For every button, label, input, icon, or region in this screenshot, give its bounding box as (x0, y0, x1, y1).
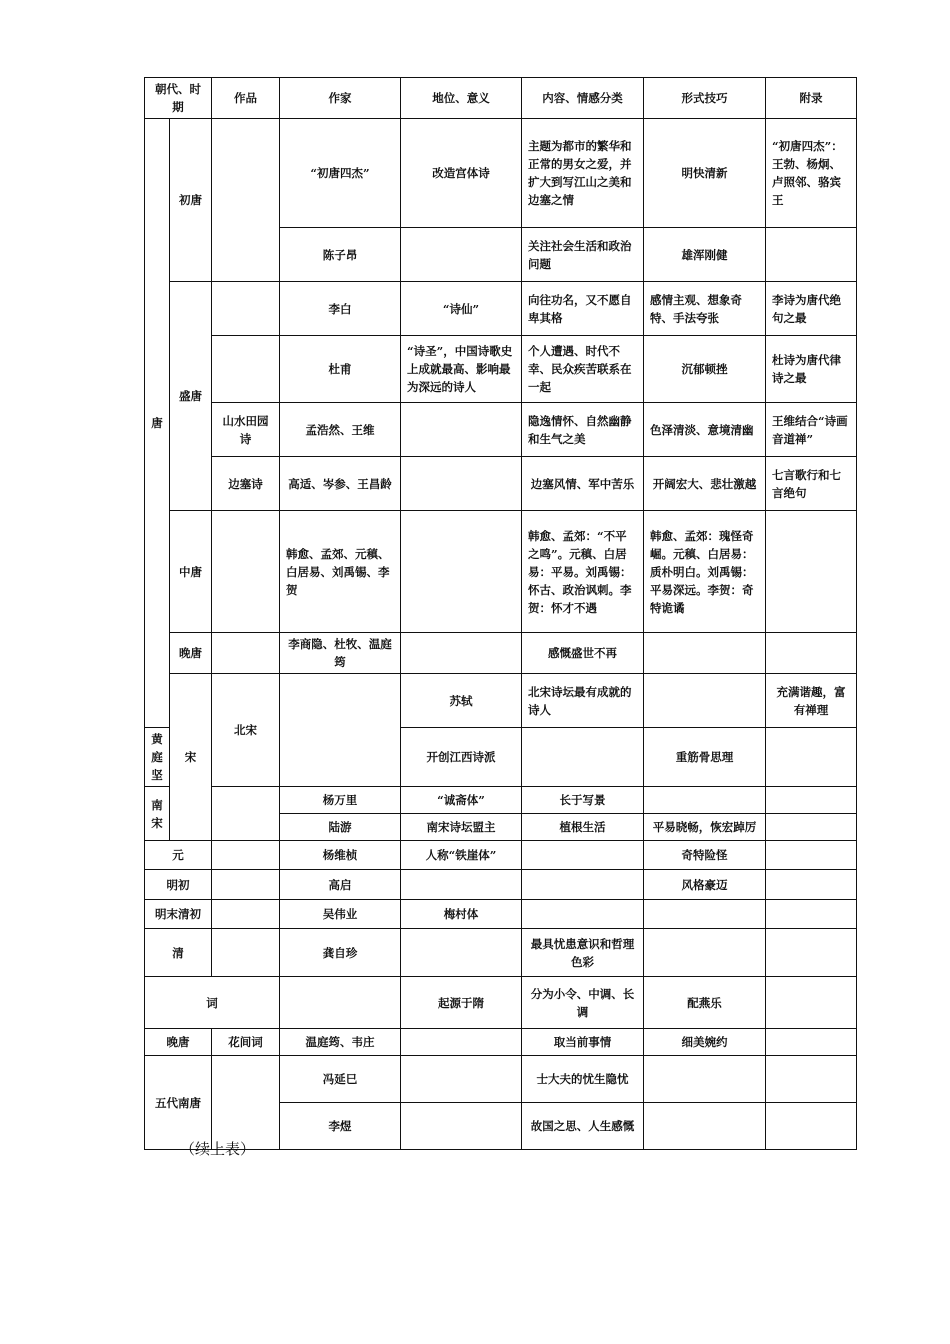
content-cell: 个人遭遇、时代不幸、民众疾苦联系在一起 (522, 336, 644, 403)
table-row (145, 1056, 857, 1103)
note-cell (766, 814, 857, 841)
status-cell: “诚斋体” (401, 787, 522, 814)
form-cell: 充满谐趣，富有禅理 (766, 674, 857, 728)
table-row (145, 119, 857, 228)
work-cell (212, 1056, 280, 1150)
author-cell: “初唐四杰” (280, 119, 401, 228)
header-author: 作家 (280, 78, 401, 119)
work-cell (212, 841, 280, 870)
note-cell: 李诗为唐代绝句之最 (766, 282, 857, 336)
content-cell: 植根生活 (522, 814, 644, 841)
work-cell (212, 929, 280, 977)
table-row (145, 929, 857, 977)
header-status: 地位、意义 (401, 78, 522, 119)
author-cell: 苏轼 (401, 674, 522, 728)
author-cell: 李煜 (280, 1103, 401, 1150)
dynasty-song: 宋 (170, 674, 212, 841)
period-wantang: 晚唐 (170, 633, 212, 674)
note-cell (766, 929, 857, 977)
status-cell (401, 633, 522, 674)
content-cell: 最具忧患意识和哲理色彩 (522, 929, 644, 977)
form-cell: 明快清新 (644, 119, 766, 228)
note-cell (766, 977, 857, 1029)
period-yuan: 元 (145, 841, 212, 870)
table-row (145, 403, 857, 457)
status-cell (401, 403, 522, 457)
period-shengtang: 盛唐 (170, 282, 212, 511)
section-ci: 词 (145, 977, 280, 1029)
note-cell (766, 728, 857, 787)
author-cell: 吴伟业 (280, 900, 401, 929)
content-cell: 主题为都市的繁华和正常的男女之爱，并扩大到写江山之美和边塞之情 (522, 119, 644, 228)
author-cell: 杜甫 (280, 336, 401, 403)
content-cell: 长于写景 (522, 787, 644, 814)
status-cell: “诗仙” (401, 282, 522, 336)
form-cell: 雄浑刚健 (644, 228, 766, 282)
author-cell: 陈子昂 (280, 228, 401, 282)
form-cell: 沉郁顿挫 (644, 336, 766, 403)
form-cell: 韩愈、孟郊：瑰怪奇崛。元稹、白居易：质朴明白。刘禹锡：平易深远。李贺：奇特诡谲 (644, 511, 766, 633)
author-cell: 陆游 (280, 814, 401, 841)
work-cell (212, 633, 280, 674)
work-cell (212, 119, 280, 282)
work-cell (212, 870, 280, 900)
author-cell: 龚自珍 (280, 929, 401, 977)
note-cell (766, 1103, 857, 1150)
content-cell: 韩愈、孟郊：“不平之鸣”。元稹、白居易：平易。刘禹锡：怀古、政治讽刺。李贺：怀才不遇 (522, 511, 644, 633)
continued-note: （续上表） (180, 1140, 256, 1158)
author-cell: 李白 (280, 282, 401, 336)
work-cell (212, 336, 280, 403)
status-cell: 北宋诗坛最有成就的诗人 (522, 674, 644, 728)
table-row (145, 511, 857, 633)
note-cell: 杜诗为唐代律诗之最 (766, 336, 857, 403)
table-row (145, 900, 857, 929)
form-cell: 细美婉约 (644, 1029, 766, 1056)
status-cell: 梅村体 (401, 900, 522, 929)
header-row (145, 78, 857, 119)
period-qing: 清 (145, 929, 212, 977)
work-cell: 边塞诗 (212, 457, 280, 511)
author-cell: 孟浩然、王维 (280, 403, 401, 457)
status-cell (401, 1056, 522, 1103)
author-cell: 高启 (280, 870, 401, 900)
table-row (145, 674, 857, 728)
author-cell: 杨万里 (280, 787, 401, 814)
work-cell (280, 674, 401, 787)
note-cell (766, 841, 857, 870)
content-cell: 隐逸情怀、自然幽静和生气之美 (522, 403, 644, 457)
period-zhongtang: 中唐 (170, 511, 212, 633)
form-cell: 重筋骨思理 (644, 728, 766, 787)
header-dynasty: 朝代、时期 (145, 78, 212, 119)
content-cell: 故国之思、人生感慨 (522, 1103, 644, 1150)
literature-table (144, 77, 857, 1150)
content-cell (522, 728, 644, 787)
table-row (145, 870, 857, 900)
table-row (145, 841, 857, 870)
form-cell: 配燕乐 (644, 977, 766, 1029)
status-cell (401, 929, 522, 977)
status-cell: 起源于隋 (401, 977, 522, 1029)
form-cell (644, 1103, 766, 1150)
note-cell: 七言歌行和七言绝句 (766, 457, 857, 511)
content-cell: 向往功名，又不愿自卑其格 (522, 282, 644, 336)
form-cell: 风格豪迈 (644, 870, 766, 900)
table-row (145, 633, 857, 674)
status-cell (401, 511, 522, 633)
note-cell (766, 870, 857, 900)
note-cell (766, 633, 857, 674)
header-content: 内容、情感分类 (522, 78, 644, 119)
form-cell (644, 900, 766, 929)
content-cell: 边塞风情、军中苦乐 (522, 457, 644, 511)
header-form: 形式技巧 (644, 78, 766, 119)
content-cell (522, 841, 644, 870)
note-cell (766, 900, 857, 929)
note-cell (766, 1056, 857, 1103)
form-cell (644, 633, 766, 674)
note-cell: “初唐四杰”：王勃、杨炯、卢照邻、骆宾王 (766, 119, 857, 228)
form-cell (644, 787, 766, 814)
note-cell (766, 787, 857, 814)
author-cell (280, 977, 401, 1029)
period-beisong: 北宋 (212, 674, 280, 787)
status-cell (401, 870, 522, 900)
header-note: 附录 (766, 78, 857, 119)
status-cell: 人称“铁崖体” (401, 841, 522, 870)
period-wantang-ci: 晚唐 (145, 1029, 212, 1056)
status-cell (401, 457, 522, 511)
table-row (145, 457, 857, 511)
work-cell (212, 900, 280, 929)
status-cell: 南宋诗坛盟主 (401, 814, 522, 841)
status-cell: 开创江西诗派 (401, 728, 522, 787)
author-cell: 高适、岑参、王昌龄 (280, 457, 401, 511)
period-mingchu: 明初 (145, 870, 212, 900)
period-mingmo: 明末清初 (145, 900, 212, 929)
work-cell (212, 282, 280, 336)
author-cell: 温庭筠、韦庄 (280, 1029, 401, 1056)
form-cell: 色泽清淡、意境清幽 (644, 403, 766, 457)
work-cell (212, 787, 280, 841)
table-row (145, 1029, 857, 1056)
table-row (145, 336, 857, 403)
table-row (145, 787, 857, 814)
note-cell: 王维结合“诗画音道禅” (766, 403, 857, 457)
form-cell (644, 929, 766, 977)
note-cell (766, 511, 857, 633)
content-cell: 分为小令、中调、长调 (522, 977, 644, 1029)
form-cell: 奇特险怪 (644, 841, 766, 870)
work-cell (212, 511, 280, 633)
table-row (145, 282, 857, 336)
content-cell: 士大夫的忧生隐忧 (522, 1056, 644, 1103)
work-cell: 山水田园诗 (212, 403, 280, 457)
content-cell: 关注社会生活和政治问题 (522, 228, 644, 282)
header-work: 作品 (212, 78, 280, 119)
content-cell: 取当前事情 (522, 1029, 644, 1056)
form-cell (644, 1056, 766, 1103)
author-cell: 李商隐、杜牧、温庭筠 (280, 633, 401, 674)
period-nansong: 南宋 (145, 787, 170, 841)
status-cell (401, 228, 522, 282)
form-cell: 开阔宏大、悲壮激越 (644, 457, 766, 511)
status-cell: “诗圣”，中国诗歌史上成就最高、影响最为深远的诗人 (401, 336, 522, 403)
note-cell (766, 228, 857, 282)
content-cell (644, 674, 766, 728)
status-cell (401, 1029, 522, 1056)
status-cell (401, 1103, 522, 1150)
content-cell: 感慨盛世不再 (522, 633, 644, 674)
content-cell (522, 870, 644, 900)
author-cell: 杨维桢 (280, 841, 401, 870)
period-chutang: 初唐 (170, 119, 212, 282)
note-cell (766, 1029, 857, 1056)
content-cell (522, 900, 644, 929)
author-cell: 冯延巳 (280, 1056, 401, 1103)
table-row (145, 977, 857, 1029)
form-cell: 平易晓畅，恢宏踔厉 (644, 814, 766, 841)
author-cell: 韩愈、孟郊、元稹、白居易、刘禹锡、李贺 (280, 511, 401, 633)
author-cell: 黄庭坚 (145, 728, 170, 787)
form-cell: 感情主观、想象奇特、手法夸张 (644, 282, 766, 336)
work-cell: 花间词 (212, 1029, 280, 1056)
period-wudai: 五代南唐 (145, 1056, 212, 1150)
dynasty-tang: 唐 (145, 119, 170, 728)
status-cell: 改造宫体诗 (401, 119, 522, 228)
